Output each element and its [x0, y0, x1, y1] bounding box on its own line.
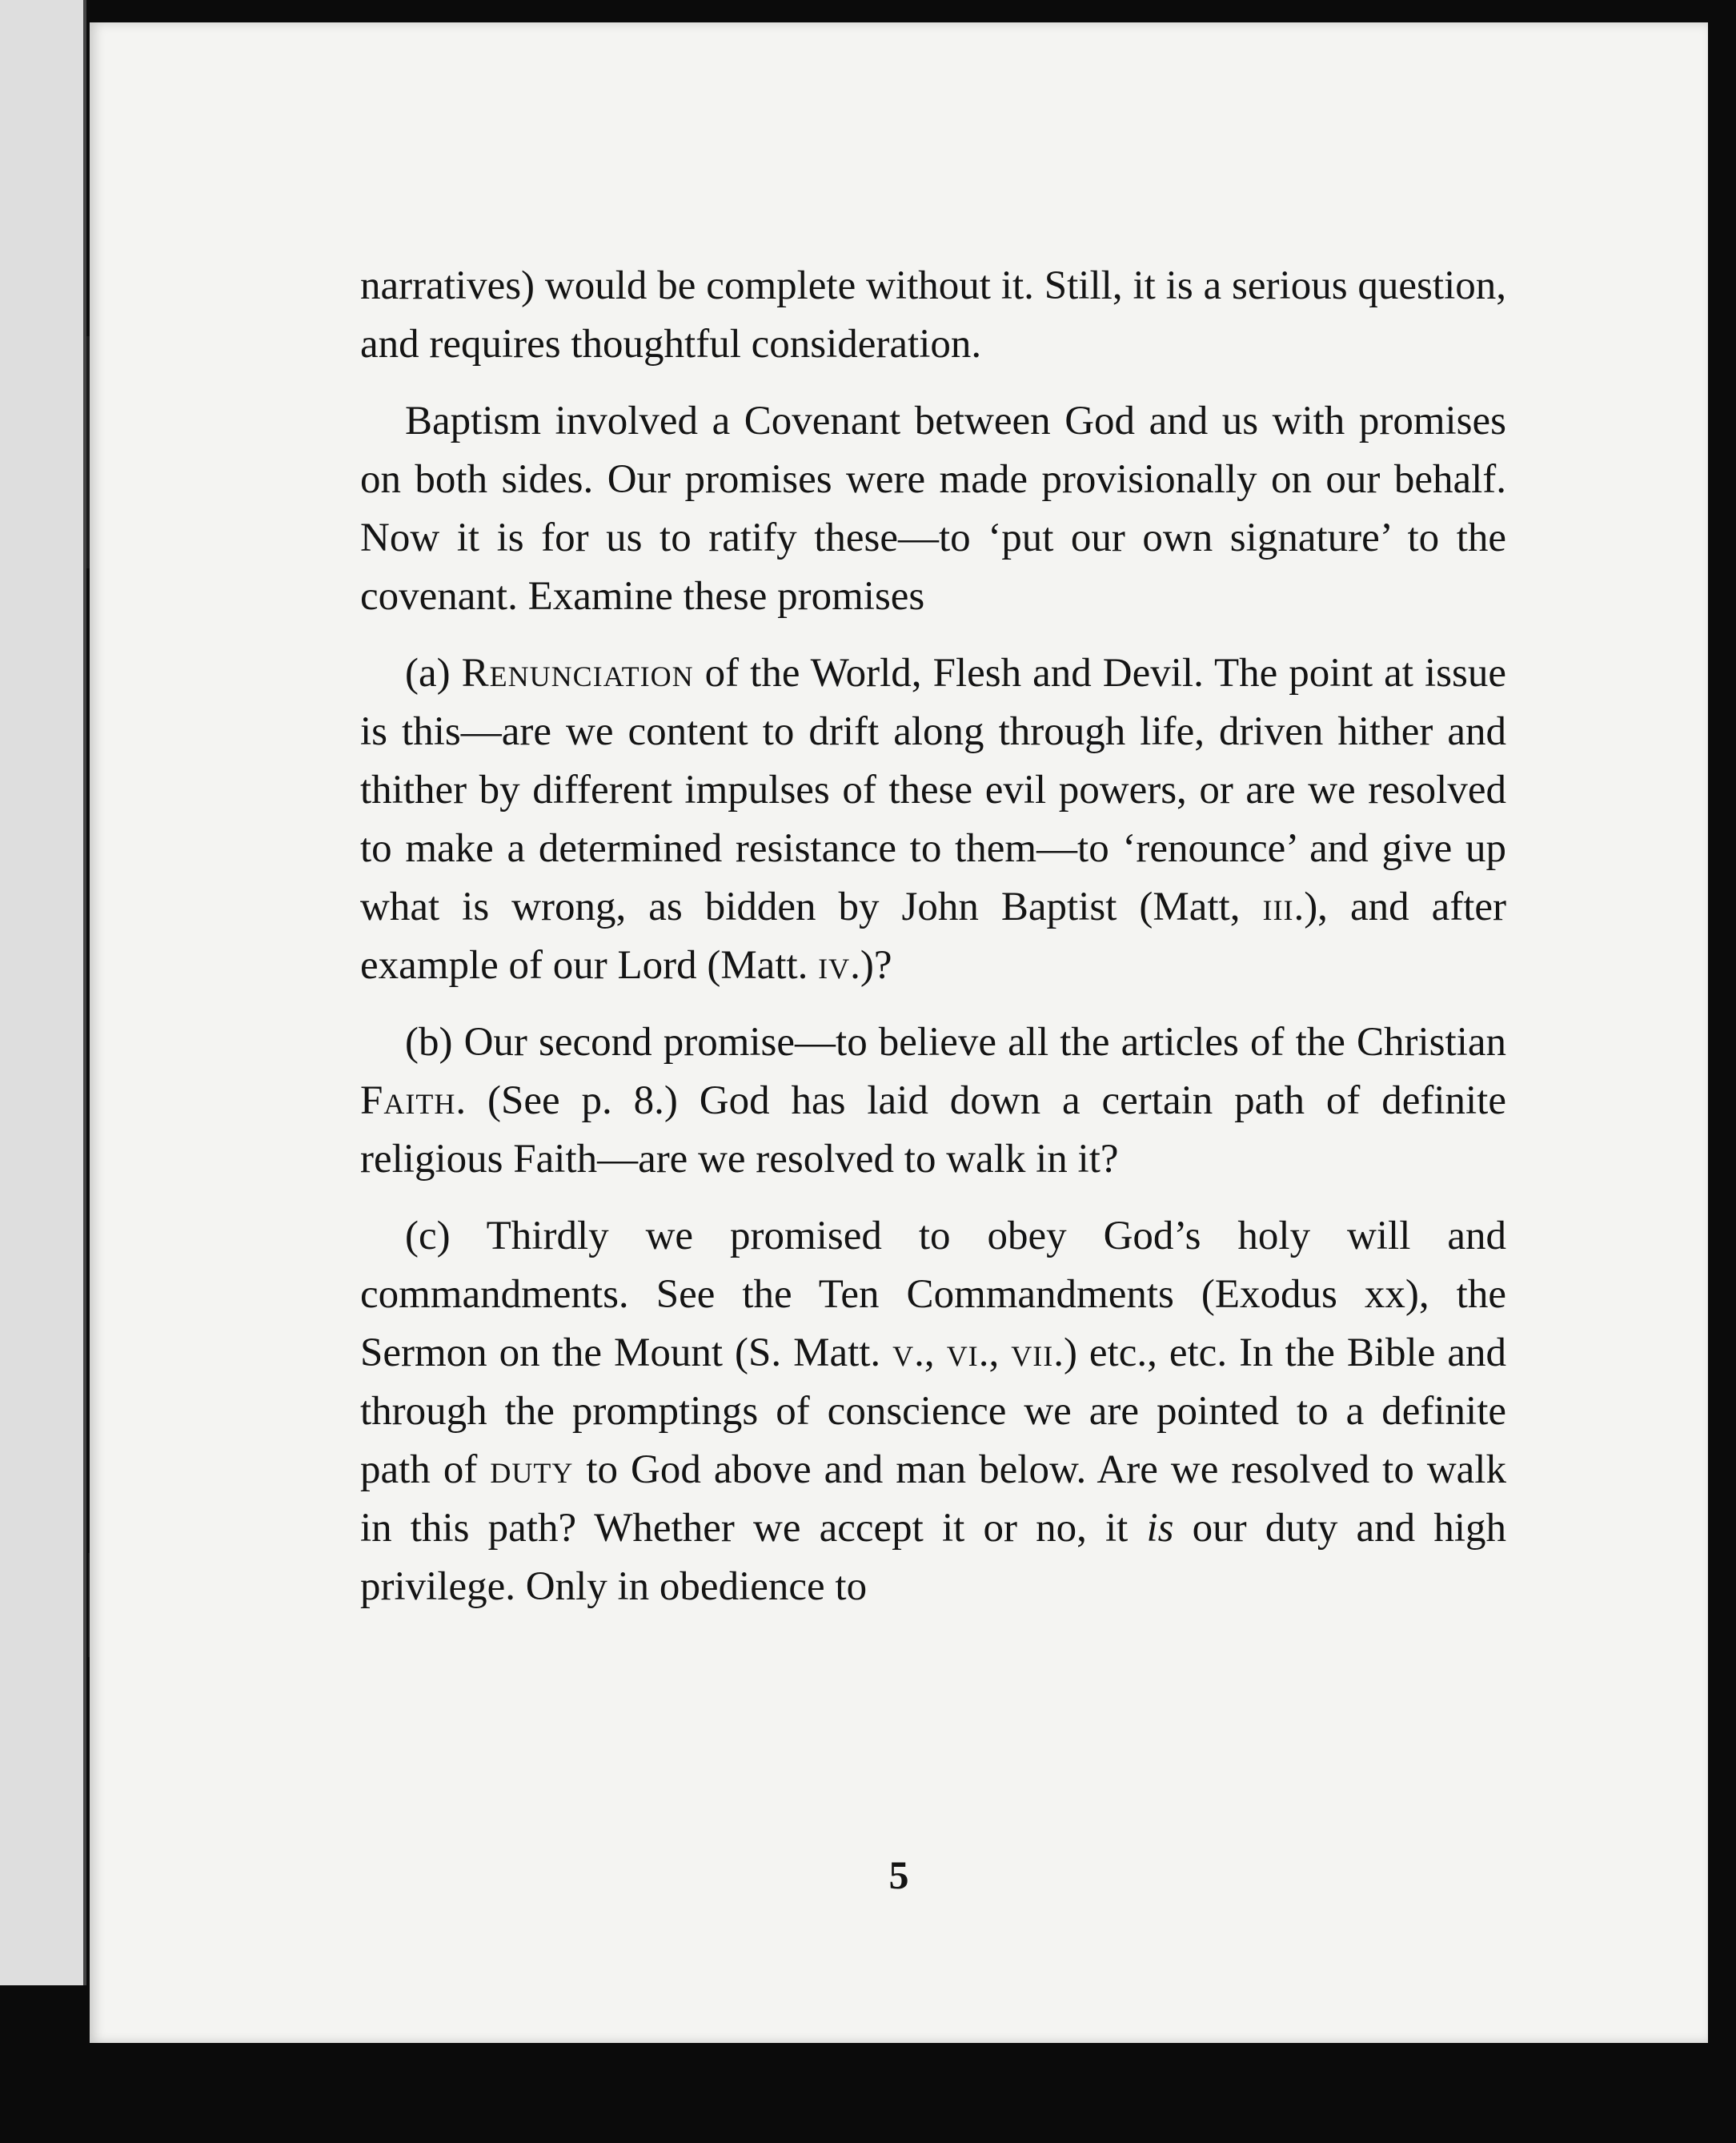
- term-faith: Faith: [360, 1078, 456, 1123]
- page-body-text: [360, 257, 1506, 1635]
- page-number: 5: [888, 1852, 909, 1897]
- term-duty: duty: [490, 1447, 574, 1492]
- paragraph-faith: (b) Our second promise—to believe all the articles of the Christian Faith. (See p. 8.) God has laid down a certain path of definite religious Faith—are we resolved to walk in it?: [360, 1020, 1506, 1182]
- emphasis-is: is: [1146, 1506, 1174, 1551]
- binding-mark: [83, 0, 86, 1985]
- term-renunciation: Renunciation: [461, 651, 694, 696]
- book-page: [90, 22, 1708, 2043]
- paragraph-renunciation: (a) Renunciation of the World, Flesh and Devil. The point at issue is this—are we content to drift along through life, driven hither and thither by different impulses of these evil powers, or are we resolved to make a determined resistance to them—to ‘renounce’ and give up what is wrong, as bidden by John Baptist (Matt, iii.), and after example of our Lord (Matt. iv.)?: [360, 651, 1506, 988]
- facing-page-edge: [0, 0, 86, 1985]
- paragraph-2: Baptism involved a Covenant between God and us with promises on both sides. Our promises were made provisionally on our behalf. Now it is for us to ratify these—to ‘put our own signature’ to the covenant. Examine these promises: [360, 399, 1506, 619]
- paragraph-1: narratives) would be complete without it. Still, it is a serious question, and requires thoughtful consideration.: [360, 263, 1506, 367]
- paragraph-duty: (c) Thirdly we promised to obey God’s holy will and commandments. See the Ten Commandments (Exodus xx), the Sermon on the Mount (S. Matt. v., vi., vii.) etc., etc. In the Bible and through the promptings of conscience we are pointed to a definite path of duty to God above and man below. Are we resolved to walk in this path? Whether we accept it or no, it is our duty and high privilege. Only in obedience to: [360, 1214, 1506, 1609]
